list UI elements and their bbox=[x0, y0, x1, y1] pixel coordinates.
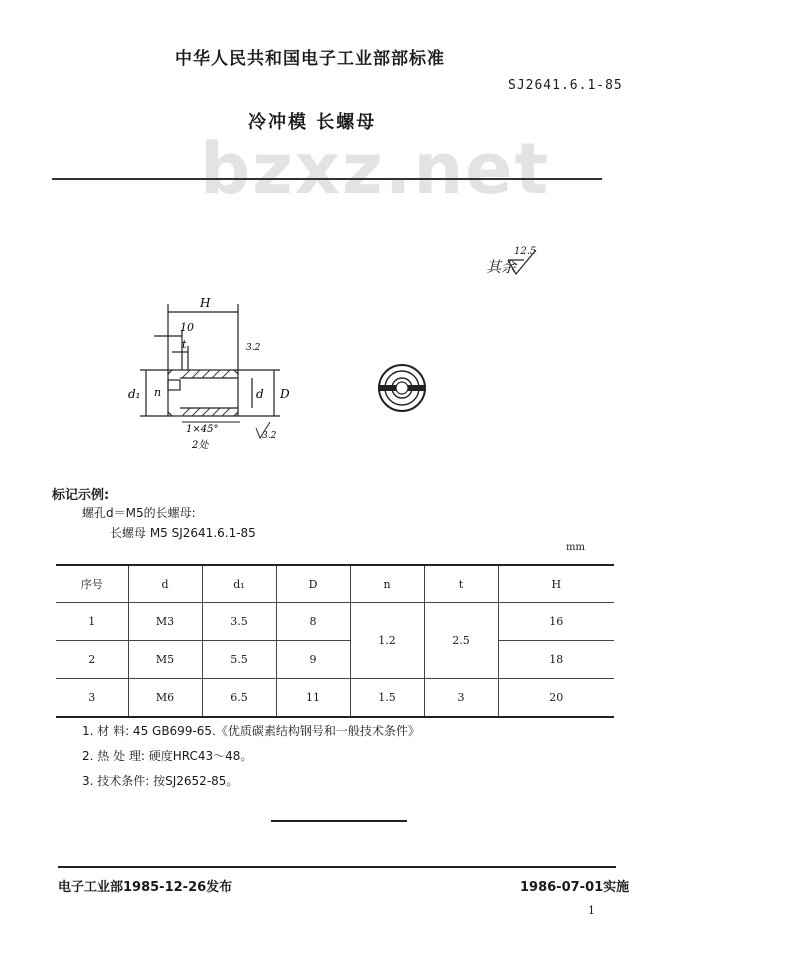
cell-d1: 5.5 bbox=[202, 641, 276, 679]
nut-section-drawing bbox=[110, 290, 310, 460]
marking-line-1: 螺孔d＝M5的长螺母: bbox=[82, 506, 196, 520]
col-header-no: 序号 bbox=[56, 565, 128, 603]
label-t: t bbox=[182, 338, 187, 351]
cell-d1: 3.5 bbox=[202, 603, 276, 641]
marking-heading: 标记示例: bbox=[52, 488, 110, 503]
roughness-symbol-icon bbox=[506, 250, 546, 280]
cell-H: 18 bbox=[498, 641, 614, 679]
footer-rule bbox=[58, 866, 616, 868]
standard-code: SJ2641.6.1-85 bbox=[508, 78, 623, 93]
label-d: d bbox=[256, 387, 264, 401]
dimensions-table bbox=[56, 564, 614, 718]
cell-d: M3 bbox=[128, 603, 202, 641]
header-rule bbox=[52, 178, 602, 180]
label-rough-side: 3.2 bbox=[246, 343, 261, 353]
cell-t: 3 bbox=[424, 679, 498, 718]
label-n: n bbox=[154, 386, 162, 399]
page-number: 1 bbox=[588, 904, 595, 917]
note-heat-treatment: 2. 热 处 理: 硬度HRC43～48。 bbox=[82, 749, 253, 763]
cell-no: 2 bbox=[56, 641, 128, 679]
org-title: 中华人民共和国电子工业部部标准 bbox=[175, 49, 445, 69]
label-chamfer-count: 2处 bbox=[192, 440, 209, 451]
label-chamfer: 1×45° bbox=[186, 424, 219, 435]
roughness-value: 12.5 bbox=[514, 246, 537, 257]
roughness-note: 其余 bbox=[486, 258, 517, 276]
col-header-t: t bbox=[424, 565, 498, 603]
col-header-H: H bbox=[498, 565, 614, 603]
table-unit: mm bbox=[566, 542, 585, 553]
end-rule bbox=[271, 820, 407, 822]
cell-n: 1.5 bbox=[350, 679, 424, 718]
watermark: bzxz.net bbox=[200, 128, 551, 210]
cell-d: M5 bbox=[128, 641, 202, 679]
label-d1: d₁ bbox=[128, 387, 141, 401]
cell-D: 8 bbox=[276, 603, 350, 641]
label-rough-bottom: 3.2 bbox=[262, 431, 277, 441]
nut-end-view bbox=[372, 358, 432, 418]
cell-d: M6 bbox=[128, 679, 202, 718]
cell-n-merged: 1.2 bbox=[350, 603, 424, 679]
cell-D: 11 bbox=[276, 679, 350, 718]
col-header-d1: d₁ bbox=[202, 565, 276, 603]
document-title: 冷冲模 长螺母 bbox=[248, 112, 377, 133]
note-material: 1. 材 料: 45 GB699-65.《优质碳素结构钢号和一般技术条件》 bbox=[82, 724, 420, 738]
cell-d1: 6.5 bbox=[202, 679, 276, 718]
cell-t-merged: 2.5 bbox=[424, 603, 498, 679]
note-technical-conditions: 3. 技术条件: 按SJ2652-85。 bbox=[82, 774, 239, 788]
table-header-row bbox=[56, 565, 614, 603]
table-row bbox=[56, 679, 614, 718]
cell-H: 16 bbox=[498, 603, 614, 641]
implementation-date: 1986-07-01实施 bbox=[520, 880, 630, 895]
label-10: 10 bbox=[180, 321, 194, 334]
table-row bbox=[56, 603, 614, 641]
col-header-d: d bbox=[128, 565, 202, 603]
label-D: D bbox=[280, 387, 290, 401]
table-row bbox=[56, 641, 614, 679]
col-header-n: n bbox=[350, 565, 424, 603]
cell-no: 3 bbox=[56, 679, 128, 718]
marking-line-2: 长螺母 M5 SJ2641.6.1-85 bbox=[110, 526, 256, 540]
issue-date: 电子工业部1985-12-26发布 bbox=[58, 880, 233, 895]
label-H: H bbox=[200, 296, 211, 310]
cell-H: 20 bbox=[498, 679, 614, 718]
col-header-D: D bbox=[276, 565, 350, 603]
cell-D: 9 bbox=[276, 641, 350, 679]
cell-no: 1 bbox=[56, 603, 128, 641]
